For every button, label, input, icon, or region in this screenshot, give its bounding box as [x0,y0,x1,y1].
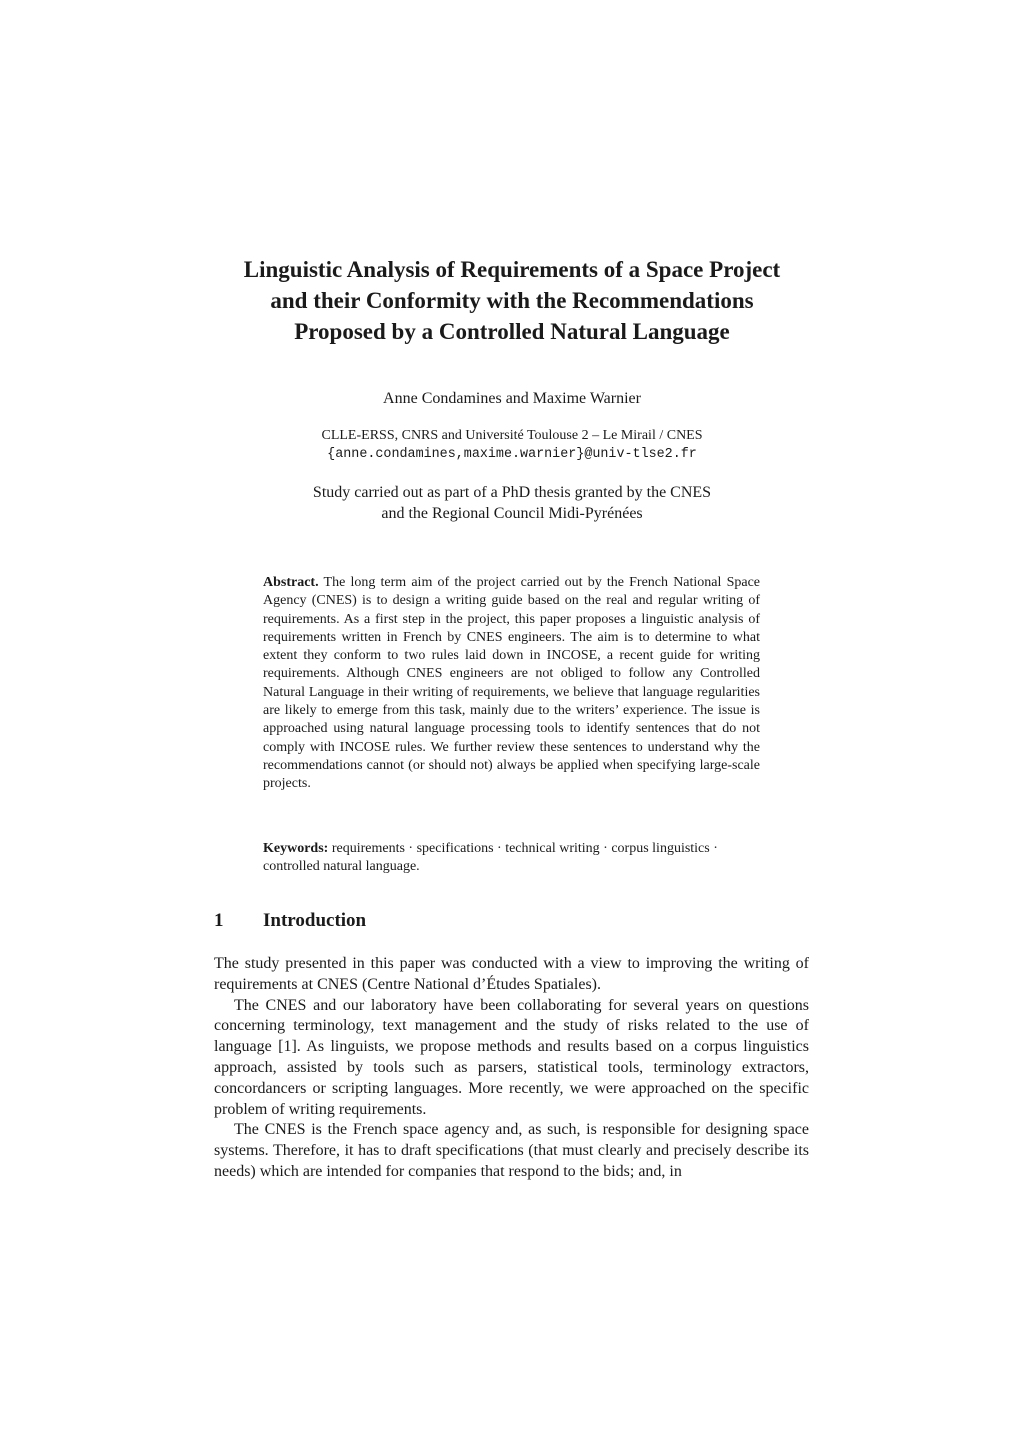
body-paragraph: The study presented in this paper was conducted with a view to improving the writing of requirements at CNES (Centre National d’Études Spatiales). [214,955,809,993]
funding-note-line: Study carried out as part of a PhD thesis granted by the CNES [312,484,712,501]
title-line: Linguistic Analysis of Requirements of a Space Project [243,257,781,282]
section-number: 1 [214,910,224,931]
keywords-label: Keywords: [263,841,329,856]
abstract [263,574,760,794]
keywords [263,840,760,877]
abstract-text: The long term aim of the project carried out by the French National Space Agency (CNES) is to design a writing guide based on the real and regular writing of requirements. As a first step in the project, this paper proposes a linguistic analysis of requirements written in French by CNES engineers. The aim is to determine to what extent they conform to two rules laid down in INCOSE, a recent guide for writing requirements. Although CNES engineers are not obliged to follow any Controlled Natural Language in their writing of requirements, we believe that language regularities are likely to emerge from this task, mainly due to the writers’ experience. The issue is approached using natural language processing tools to identify sentences that do not comply with INCOSE rules. We further review these sentences to understand why the recommendations cannot (or should not) always be applied when specifying large-scale projects. [263,575,760,792]
keywords-text: requirements · specifications · technical writing · corpus linguistics · controlled natural language. [263,841,718,875]
paper-title [150,254,874,347]
title-line: Proposed by a Controlled Natural Language [294,319,730,344]
funding-note [150,482,874,524]
affiliation: CLLE-ERSS, CNRS and Université Toulouse 2 – Le Mirail / CNES [321,428,703,443]
author-email: {anne.condamines,maxime.warnier}@univ-tlse2.fr [327,447,697,462]
abstract-label: Abstract. [263,575,319,590]
body-paragraph: The CNES is the French space agency and, as such, is responsible for designing space systems. Therefore, it has to draft specifications (that must clearly and precisely describe its needs) which are intended for companies that respond to the bids; and, in [214,1121,809,1180]
body-paragraph: The CNES and our laboratory have been collaborating for several years on questions concerning terminology, text management and the study of risks related to the use of language [1]. As linguists, we propose methods and results based on a corpus linguistics approach, assisted by tools such as parsers, statistical tools, terminology extractors, concordancers or scripting languages. More recently, we were approached on the specific problem of writing requirements. [214,996,809,1118]
author-names: Anne Condamines and Maxime Warnier [383,390,641,407]
title-line: and their Conformity with the Recommendations [270,288,754,313]
section-title: Introduction [263,910,367,931]
section-heading [214,909,366,933]
abstract-paragraph [263,574,760,794]
affiliation-block [150,426,874,464]
body-text [214,954,809,1183]
funding-note-line: and the Regional Council Midi-Pyrénées [381,505,643,522]
